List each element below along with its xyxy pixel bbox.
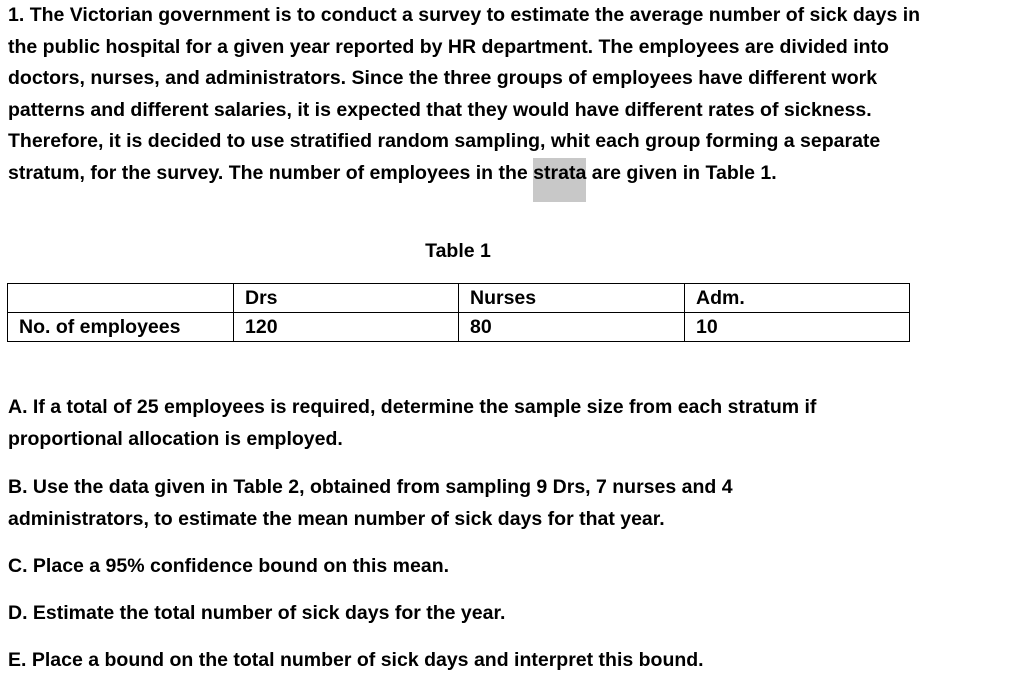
table-header-cell: Nurses — [459, 284, 685, 313]
question-c — [8, 551, 1008, 583]
question-label: A. — [8, 396, 28, 418]
table-header-cell: Adm. — [685, 284, 910, 313]
question-text: Place a 95% confidence bound on this mean. — [32, 555, 450, 577]
highlighted-word[interactable]: strata — [533, 158, 586, 203]
question-d — [8, 598, 1008, 630]
table-cell: 80 — [459, 313, 685, 342]
problem-intro — [8, 0, 928, 189]
table-title: Table 1 — [425, 240, 491, 262]
question-b — [8, 472, 808, 535]
question-label: E. — [8, 649, 27, 671]
table-header-cell — [8, 284, 234, 313]
intro-text: The Victorian government is to conduct a survey to estimate the average number of sick days in the public hospital for a given year reported by HR department. The employees are divided into doctors, nurses, and administrators. Since the three groups of employees have different work patterns and different salaries, it is expected that they would have different rates of sickness. Therefore, it is decided to use stratified random sampling, whit each group forming a separate stratum, for the survey. The number of employees in the — [8, 4, 921, 184]
question-label: B. — [8, 476, 28, 498]
question-text: If a total of 25 employees is required, determine the sample size from each stratum if proportional allocation is employed. — [8, 396, 817, 450]
problem-number: 1. — [8, 4, 25, 26]
question-e — [8, 645, 1008, 677]
question-label: C. — [8, 555, 28, 577]
question-text: Estimate the total number of sick days for the year. — [32, 602, 506, 624]
intro-text-end: are given in Table 1. — [591, 161, 777, 184]
table-row — [8, 313, 910, 342]
question-label: D. — [8, 602, 28, 624]
table-cell: 10 — [685, 313, 910, 342]
table-cell: 120 — [234, 313, 459, 342]
table-header-row — [8, 284, 910, 313]
question-text: Use the data given in Table 2, obtained from sampling 9 Drs, 7 nurses and 4 administrators, to estimate the mean number of sick days for that year. — [8, 476, 733, 530]
table-header-cell: Drs — [234, 284, 459, 313]
employees-table — [7, 283, 910, 342]
question-text: Place a bound on the total number of sick days and interpret this bound. — [31, 649, 704, 671]
table-cell: No. of employees — [8, 313, 234, 342]
question-a — [8, 392, 908, 455]
